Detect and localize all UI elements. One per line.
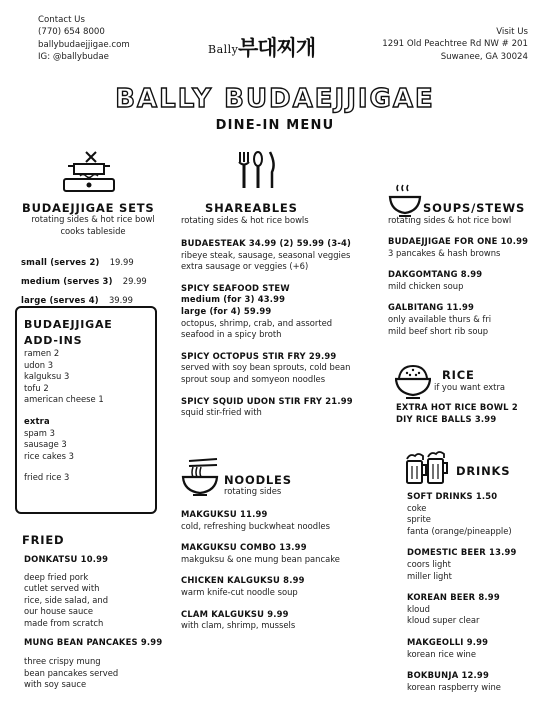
- visit-address-line1: 1291 Old Peachtree Rd NW # 201: [382, 39, 528, 50]
- list-item: kalguksu 3: [24, 371, 70, 382]
- donkatsu-name: DONKATSU 10.99: [24, 554, 109, 564]
- list-item: medium (serves 3) 29.99: [21, 276, 147, 286]
- list-item: MAKGUKSU COMBO 13.99: [181, 542, 307, 553]
- seafood-stew-desc: seafood in a spicy broth: [181, 329, 282, 340]
- noodle-bowl-icon: [181, 457, 219, 497]
- donkatsu-desc: made from scratch: [24, 617, 104, 628]
- list-item-desc: korean raspberry wine: [407, 681, 501, 692]
- list-item-desc: miller light: [407, 570, 452, 581]
- shareables-desc: rotating sides & hot rice bowls: [181, 215, 309, 225]
- list-item-desc: 3 pancakes & hash browns: [388, 247, 501, 258]
- list-item-desc: kloud: [407, 603, 430, 614]
- visit-block: [382, 26, 528, 63]
- list-item-desc: only available thurs & fri: [388, 313, 492, 324]
- list-item-desc: korean rice wine: [407, 648, 477, 659]
- list-item: sausage 3: [24, 439, 67, 450]
- logo: [200, 32, 350, 66]
- list-item: EXTRA HOT RICE BOWL 2: [396, 402, 518, 412]
- sets-title: BUDAEJJIGAE SETS: [22, 201, 155, 215]
- contact-heading: Contact Us: [38, 15, 85, 25]
- sets-list: [21, 250, 147, 307]
- fried-title: FRIED: [22, 533, 65, 547]
- rice-title: RICE: [442, 368, 475, 382]
- list-item: BUDAEJJIGAE FOR ONE 10.99: [388, 236, 529, 246]
- list-item: small (serves 2) 19.99: [21, 257, 134, 267]
- list-item: SOFT DRINKS 1.50: [407, 491, 498, 501]
- seafood-stew-desc: octopus, shrimp, crab, and assorted: [181, 317, 333, 328]
- soups-desc: rotating sides & hot rice bowl: [388, 215, 512, 225]
- donkatsu-desc: rice, side salad, and: [24, 594, 109, 605]
- addins-content: [24, 318, 113, 484]
- shareables-title: SHAREABLES: [205, 201, 298, 215]
- list-item: large (serves 4) 39.99: [21, 295, 133, 305]
- list-item: DIY RICE BALLS 3.99: [396, 413, 497, 424]
- noodles-desc: rotating sides: [224, 486, 282, 496]
- mung-bean-name: MUNG BEAN PANCAKES 9.99: [24, 636, 163, 647]
- list-item: MAKGEOLLI 9.99: [407, 636, 489, 647]
- shareables-list: [181, 238, 353, 419]
- noodles-title: NOODLES: [224, 473, 292, 487]
- list-item-desc: with clam, shrimp, mussels: [181, 620, 296, 631]
- sets-desc-1: rotating sides & hot rice bowl: [31, 214, 155, 224]
- list-item: rice cakes 3: [24, 450, 74, 461]
- donkatsu-desc: cutlet served with: [24, 583, 100, 594]
- list-item: CHICKEN KALGUKSU 8.99: [181, 575, 305, 586]
- list-item-desc: coke: [407, 502, 427, 513]
- soups-list: [388, 236, 528, 337]
- octopus-stir-fry-desc: sprout soup and somyeon noodles: [181, 373, 326, 384]
- visit-heading: Visit Us: [496, 27, 528, 37]
- stove-pot-icon: [60, 150, 118, 194]
- octopus-stir-fry-name: SPICY OCTOPUS STIR FRY 29.99: [181, 350, 337, 361]
- list-item: BOKBUNJA 12.99: [407, 670, 489, 681]
- list-item: fried rice 3: [24, 472, 70, 483]
- list-item: tofu 2: [24, 382, 49, 393]
- list-item-desc: mild beef short rib soup: [388, 325, 489, 336]
- soups-title: SOUPS/STEWS: [423, 201, 526, 215]
- squid-udon-name: SPICY SQUID UDON STIR FRY 21.99: [181, 395, 353, 406]
- noodles-list: [181, 509, 340, 632]
- budaesteak-desc: ribeye steak, sausage, seasonal veggies: [181, 249, 351, 260]
- contact-instagram[interactable]: IG: @ballybudae: [38, 52, 109, 63]
- contact-block: [38, 14, 130, 64]
- list-item: MAKGUKSU 11.99: [181, 509, 268, 519]
- seafood-stew-size: medium (for 3) 43.99: [181, 294, 286, 305]
- rice-bowl-icon: [395, 362, 431, 400]
- fried-list: [24, 554, 162, 691]
- addins-extra-label: extra: [24, 415, 50, 426]
- list-item: GALBITANG 11.99: [388, 302, 475, 313]
- budaesteak-name: BUDAESTEAK 34.99 (2) 59.99 (3-4): [181, 238, 352, 248]
- budaesteak-desc: extra sausage or veggies (+6): [181, 261, 309, 272]
- logo-latin: Bally: [208, 43, 239, 56]
- logo-hangul: 부대찌개: [238, 36, 316, 60]
- rice-desc: if you want extra: [434, 382, 506, 392]
- list-item: ramen 2: [24, 348, 60, 358]
- list-item-desc: fanta (orange/pineapple): [407, 525, 512, 536]
- list-item-desc: sprite: [407, 514, 431, 525]
- list-item: spam 3: [24, 427, 55, 438]
- list-item-desc: kloud super clear: [407, 615, 480, 626]
- addins-title-1: BUDAEJJIGAE: [24, 318, 113, 331]
- visit-address-line2: Suwanee, GA 30024: [440, 51, 528, 62]
- donkatsu-desc: our house sauce: [24, 606, 94, 617]
- restaurant-name: BALLY BUDAEJJIGAE: [115, 84, 435, 114]
- list-item-desc: warm knife-cut noodle soup: [181, 586, 298, 597]
- rice-list: [396, 402, 518, 425]
- list-item: american cheese 1: [24, 394, 104, 405]
- list-item: DAKGOMTANG 8.99: [388, 269, 483, 280]
- menu-subtitle: DINE-IN MENU: [215, 118, 335, 133]
- octopus-stir-fry-desc: served with soy bean sprouts, cold bean: [181, 362, 351, 373]
- sets-desc-2: cooks tableside: [60, 226, 126, 236]
- utensils-icon: [236, 150, 280, 190]
- seafood-stew-size: large (for 4) 59.99: [181, 305, 272, 316]
- contact-phone[interactable]: (770) 654 8000: [38, 27, 105, 38]
- seafood-stew-name: SPICY SEAFOOD STEW: [181, 282, 290, 293]
- contact-email[interactable]: ballybudaejjigae.com: [38, 39, 130, 50]
- addins-title-2: ADD-INS: [24, 334, 83, 347]
- soup-bowl-icon: [388, 183, 422, 219]
- list-item: KOREAN BEER 8.99: [407, 592, 500, 603]
- mung-bean-desc: three crispy mung: [24, 656, 101, 667]
- beer-mugs-icon: [404, 449, 448, 487]
- mung-bean-desc: bean pancakes served: [24, 667, 119, 678]
- list-item: CLAM KALGUKSU 9.99: [181, 608, 289, 619]
- drinks-title: DRINKS: [456, 464, 511, 478]
- list-item-desc: coors light: [407, 558, 451, 569]
- squid-udon-desc: squid stir-fried with: [181, 407, 262, 418]
- list-item-desc: mild chicken soup: [388, 280, 464, 291]
- drinks-list: [407, 491, 517, 693]
- donkatsu-desc: deep fried pork: [24, 571, 89, 582]
- mung-bean-desc: with soy sauce: [24, 679, 87, 690]
- menu-title-block: [0, 84, 550, 133]
- list-item-desc: makguksu & one mung bean pancake: [181, 553, 340, 564]
- list-item-desc: cold, refreshing buckwheat noodles: [181, 520, 330, 531]
- list-item: udon 3: [24, 359, 54, 370]
- list-item: DOMESTIC BEER 13.99: [407, 547, 517, 558]
